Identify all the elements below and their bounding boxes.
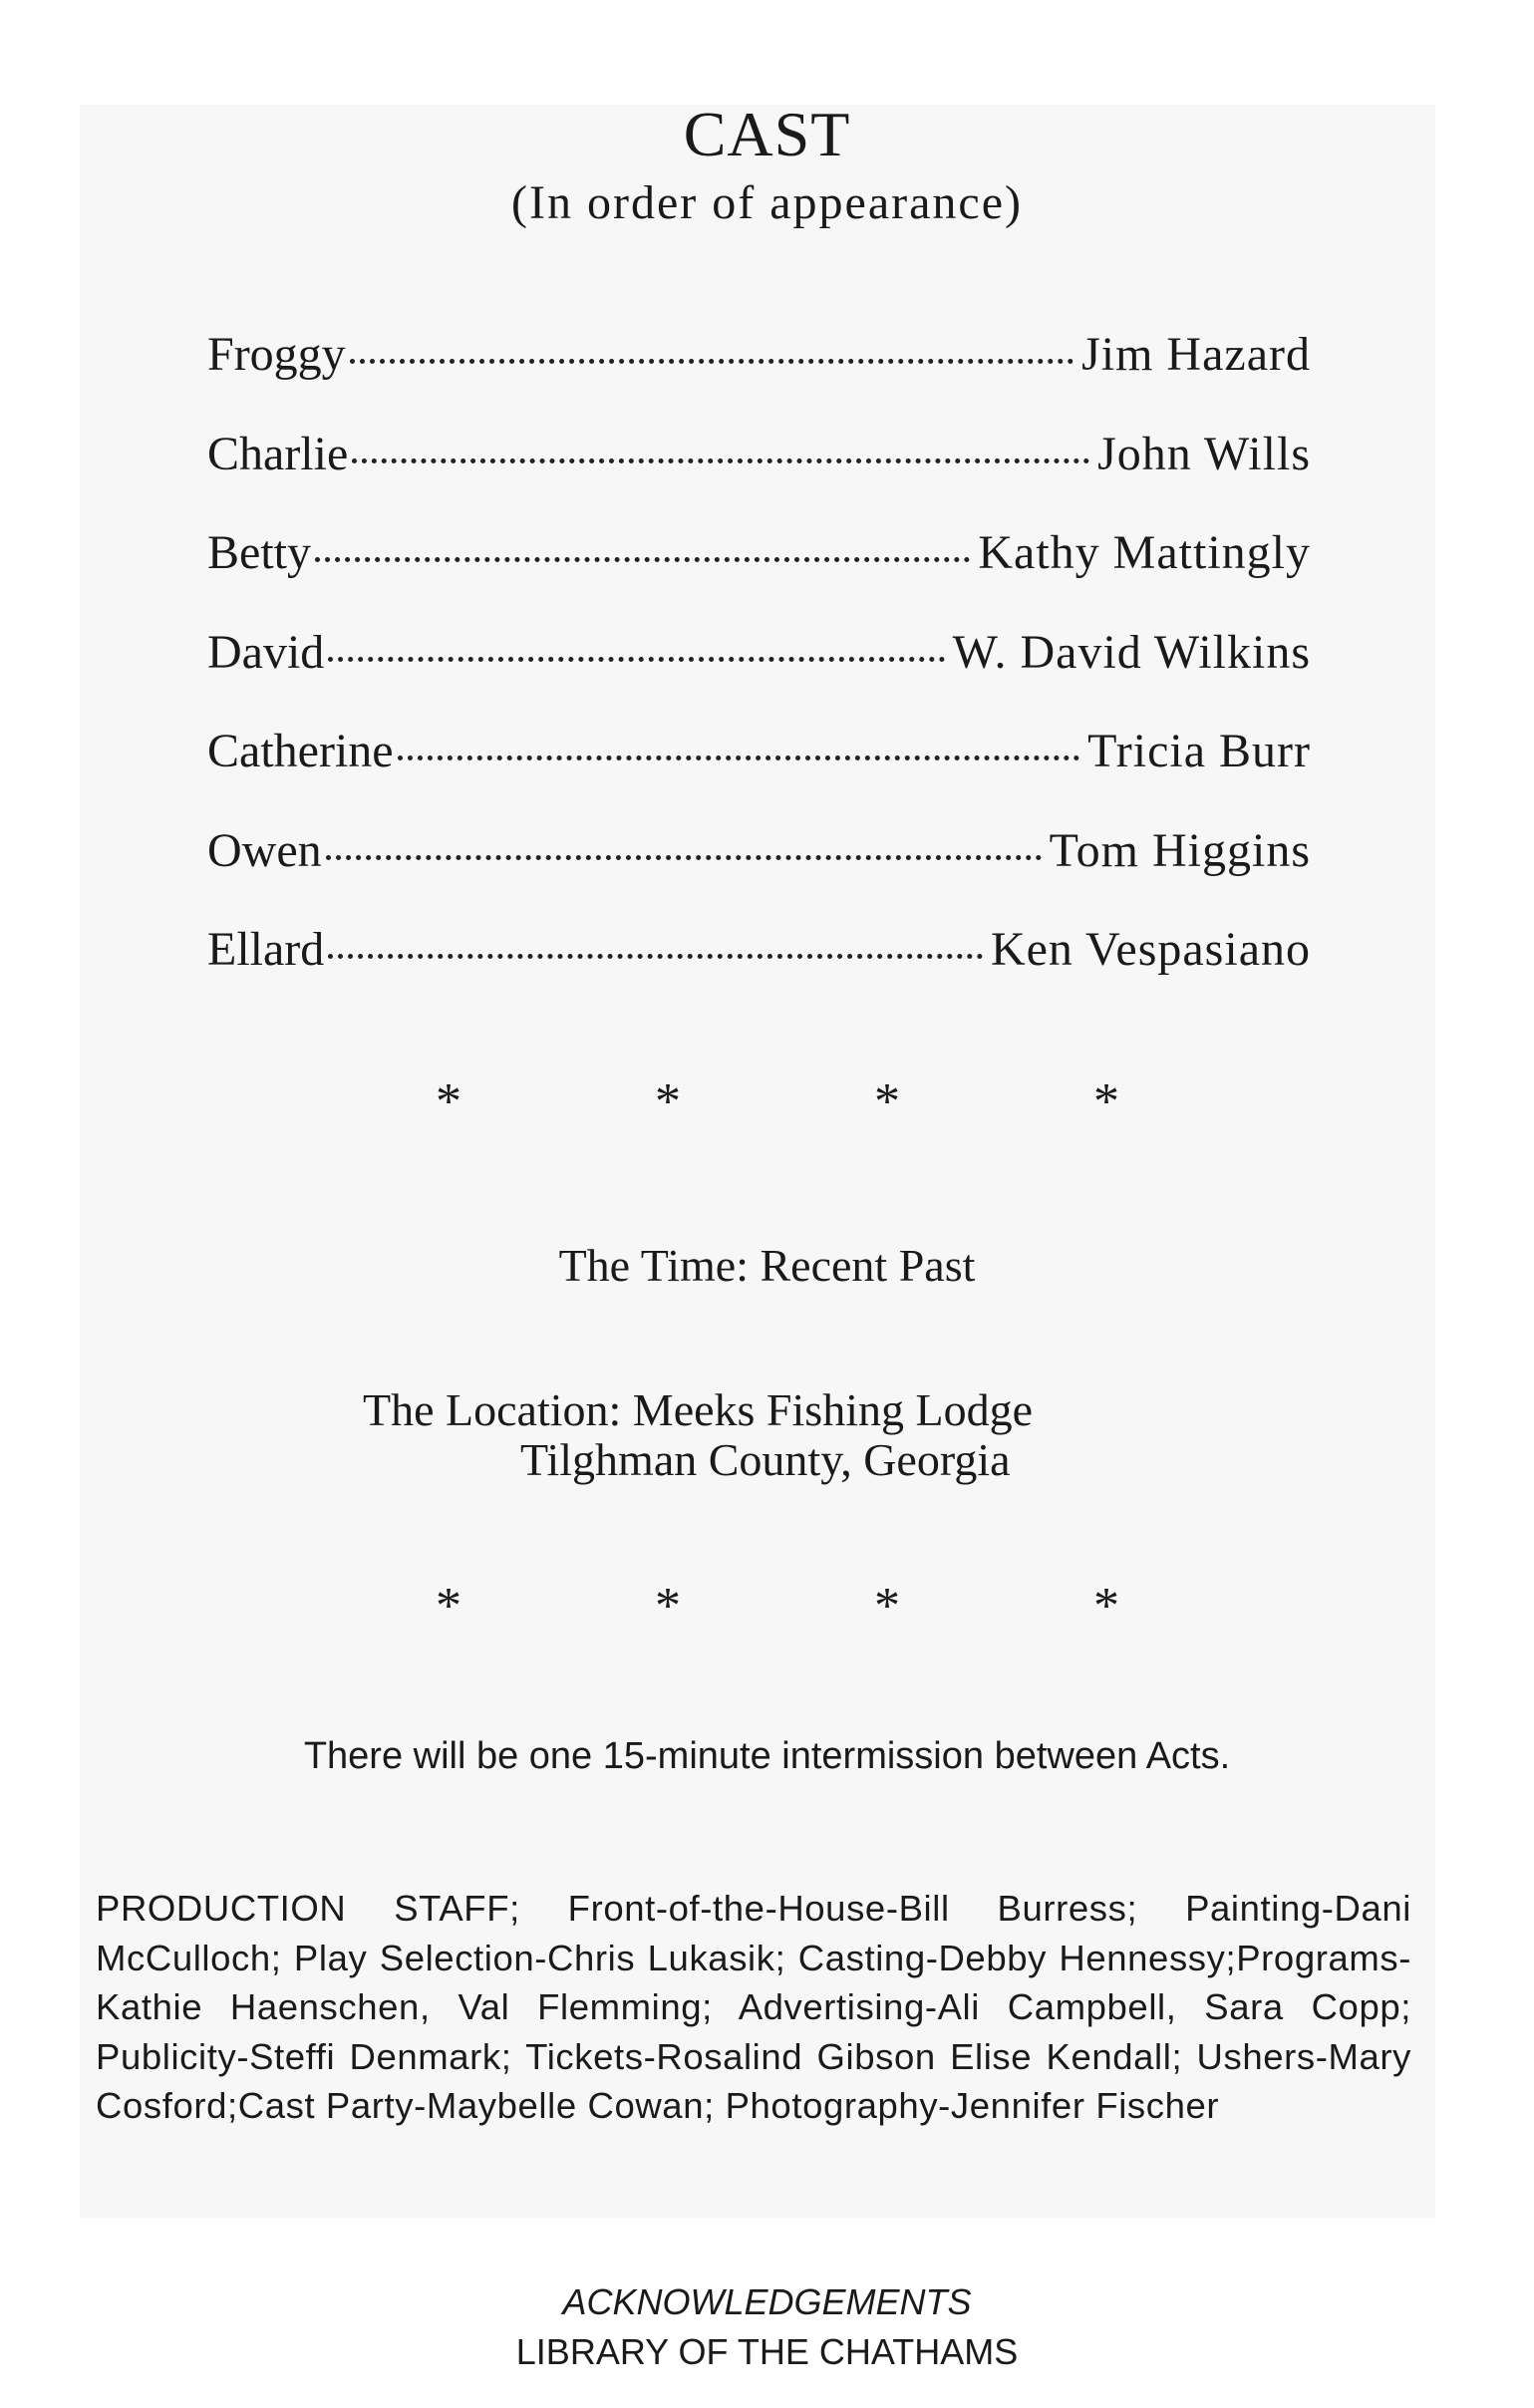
cast-role: Charlie (207, 427, 349, 480)
dot-leader (352, 458, 1089, 463)
setting-location: The Location: Meeks Fishing Lodge (363, 1384, 1033, 1435)
dot-leader (326, 855, 1042, 860)
cast-role: Owen (207, 823, 322, 877)
star-mark: * (874, 1073, 900, 1130)
acknowledgements-library: LIBRARY OF THE CHATHAMS (515, 2331, 1019, 2372)
star-mark: * (436, 1073, 461, 1130)
star-mark: * (1093, 1073, 1119, 1130)
star-mark: * (436, 1578, 461, 1635)
cast-row (207, 527, 1311, 627)
cast-actor: John Wills (1097, 427, 1311, 480)
setting-time: The Time: Recent Past (558, 1240, 976, 1291)
cast-row (207, 429, 1311, 528)
dot-leader (350, 359, 1074, 364)
cast-row (207, 627, 1311, 727)
star-mark: * (874, 1578, 900, 1635)
cast-role: Betty (207, 526, 311, 579)
star-mark: * (655, 1073, 681, 1130)
star-mark: * (655, 1578, 681, 1635)
star-mark: * (1093, 1578, 1119, 1635)
dot-leader (328, 657, 944, 662)
dot-leader (328, 954, 983, 959)
cast-actor: Kathy Mattingly (978, 526, 1311, 579)
cast-role: Ellard (207, 923, 325, 976)
page-subtitle: (In order of appearance) (510, 176, 1024, 229)
dot-leader (315, 557, 970, 562)
cast-role: Froggy (207, 328, 346, 381)
intermission-note: There will be one 15-minute intermission between Acts. (303, 1735, 1231, 1777)
cast-actor: Jim Hazard (1081, 328, 1311, 381)
cast-list (207, 329, 1311, 1024)
production-staff: PRODUCTION STAFF; Front-of-the-House-Bill Burress; Painting-Dani McCulloch; Play Selection-Chris Lukasik; Casting-Debby Hennessy;Programs-Kathie Haenschen, Val Flemming; Advertising-Ali Campbell, Sara Copp; Publicity-Steffi Denmark; Tickets-Rosalind Gibson Elise Kendall; Ushers-Mary Cosford;Cast Party-Maybelle Cowan; Photography-Jennifer Fischer (96, 1888, 1411, 2126)
cast-role: Catherine (207, 725, 394, 777)
cast-row (207, 825, 1311, 925)
cast-row (207, 726, 1311, 825)
acknowledgements-heading: ACKNOWLEDGEMENTS (562, 2281, 972, 2322)
star-separator (419, 1578, 1136, 1635)
star-separator (419, 1073, 1136, 1130)
cast-row (207, 924, 1311, 1024)
cast-actor: Ken Vespasiano (990, 923, 1311, 976)
cast-actor: Tom Higgins (1049, 823, 1311, 877)
page-title: CAST (683, 99, 851, 169)
cast-row (207, 329, 1311, 429)
setting-location-county: Tilghman County, Georgia (520, 1434, 1011, 1485)
dot-leader (398, 755, 1080, 760)
cast-actor: Tricia Burr (1087, 725, 1311, 777)
cast-actor: W. David Wilkins (952, 625, 1311, 679)
cast-role: David (207, 625, 325, 679)
